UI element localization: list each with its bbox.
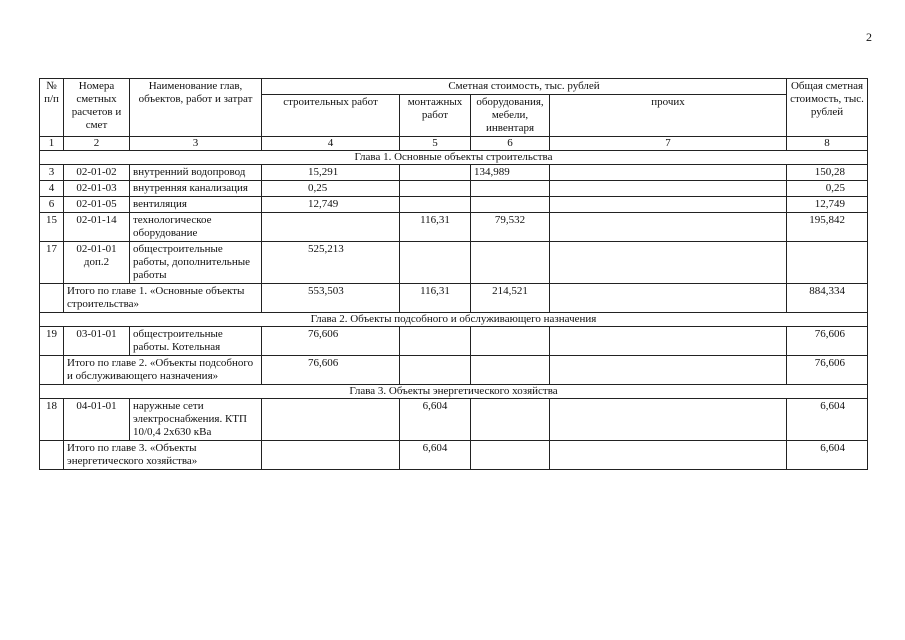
row-no: 19 xyxy=(40,327,64,356)
row-other xyxy=(550,399,787,441)
row-no: 3 xyxy=(40,165,64,181)
row-total xyxy=(787,242,868,284)
header-estimate-number: Номера сметных расчетов и смет xyxy=(64,79,130,137)
header-build: строительных работ xyxy=(262,95,400,137)
row-build: 12,749 xyxy=(262,197,400,213)
header-total: Общая сметная стоимость, тыс. рублей xyxy=(787,79,868,137)
header-cost-group: Сметная стоимость, тыс. рублей xyxy=(262,79,787,95)
total-total: 76,606 xyxy=(787,356,868,385)
row-total: 195,842 xyxy=(787,213,868,242)
row-build xyxy=(262,213,400,242)
row-equipment xyxy=(471,399,550,441)
col-number: 4 xyxy=(262,137,400,151)
table-row xyxy=(40,197,868,213)
row-other xyxy=(550,213,787,242)
estimate-table xyxy=(39,78,868,470)
total-equipment: 214,521 xyxy=(471,284,550,313)
total-name: Итого по главе 1. «Основные объекты строительства» xyxy=(64,284,262,313)
row-build: 0,25 xyxy=(262,181,400,197)
row-equipment xyxy=(471,327,550,356)
col-number: 2 xyxy=(64,137,130,151)
row-equipment xyxy=(471,197,550,213)
row-equipment xyxy=(471,242,550,284)
col-number: 7 xyxy=(550,137,787,151)
total-build: 76,606 xyxy=(262,356,400,385)
total-build xyxy=(262,441,400,470)
table-row xyxy=(40,181,868,197)
col-number: 3 xyxy=(130,137,262,151)
row-install xyxy=(400,181,471,197)
table-row xyxy=(40,213,868,242)
total-equipment xyxy=(471,441,550,470)
col-number: 8 xyxy=(787,137,868,151)
row-code: 02-01-01 доп.2 xyxy=(64,242,130,284)
table-row xyxy=(40,242,868,284)
row-name: наружные сети электроснабжения. КТП 10/0,4 2х630 кВа xyxy=(130,399,262,441)
row-other xyxy=(550,181,787,197)
row-name: общестроительные работы. Котельная xyxy=(130,327,262,356)
row-no: 4 xyxy=(40,181,64,197)
row-no: 6 xyxy=(40,197,64,213)
row-equipment: 79,532 xyxy=(471,213,550,242)
table-row xyxy=(40,165,868,181)
total-build: 553,503 xyxy=(262,284,400,313)
total-total: 884,334 xyxy=(787,284,868,313)
chapter-total-row xyxy=(40,441,868,470)
table-row xyxy=(40,399,868,441)
chapter-title: Глава 1. Основные объекты строительства xyxy=(40,151,868,165)
row-total: 150,28 xyxy=(787,165,868,181)
row-other xyxy=(550,197,787,213)
total-other xyxy=(550,284,787,313)
row-code: 02-01-14 xyxy=(64,213,130,242)
row-install: 6,604 xyxy=(400,399,471,441)
row-build: 525,213 xyxy=(262,242,400,284)
row-install xyxy=(400,197,471,213)
header-other: прочих xyxy=(550,95,787,137)
row-build: 76,606 xyxy=(262,327,400,356)
row-name: вентиляция xyxy=(130,197,262,213)
row-no: 15 xyxy=(40,213,64,242)
row-build xyxy=(262,399,400,441)
header-install: монтажных работ xyxy=(400,95,471,137)
row-equipment: 134,989 xyxy=(471,165,550,181)
row-other xyxy=(550,242,787,284)
row-other xyxy=(550,327,787,356)
col-number: 1 xyxy=(40,137,64,151)
row-no: 17 xyxy=(40,242,64,284)
header-equipment: оборудования, мебели, инвентаря xyxy=(471,95,550,137)
row-code: 02-01-02 xyxy=(64,165,130,181)
row-code: 02-01-03 xyxy=(64,181,130,197)
total-name: Итого по главе 3. «Объекты энергетического хозяйства» xyxy=(64,441,262,470)
row-code: 04-01-01 xyxy=(64,399,130,441)
row-name: технологическое оборудование xyxy=(130,213,262,242)
row-install: 116,31 xyxy=(400,213,471,242)
row-total: 6,604 xyxy=(787,399,868,441)
total-install xyxy=(400,356,471,385)
row-no: 18 xyxy=(40,399,64,441)
col-number: 6 xyxy=(471,137,550,151)
total-total: 6,604 xyxy=(787,441,868,470)
row-install xyxy=(400,165,471,181)
chapter-title: Глава 3. Объекты энергетического хозяйства xyxy=(40,385,868,399)
row-install xyxy=(400,242,471,284)
row-total: 76,606 xyxy=(787,327,868,356)
row-code: 03-01-01 xyxy=(64,327,130,356)
page-number: 2 xyxy=(866,30,872,44)
row-other xyxy=(550,165,787,181)
total-name: Итого по главе 2. «Объекты подсобного и обслуживающего назначения» xyxy=(64,356,262,385)
col-number: 5 xyxy=(400,137,471,151)
row-equipment xyxy=(471,181,550,197)
total-equipment xyxy=(471,356,550,385)
total-other xyxy=(550,356,787,385)
total-install: 116,31 xyxy=(400,284,471,313)
table-row xyxy=(40,327,868,356)
row-name: внутренний водопровод xyxy=(130,165,262,181)
header-name: Наименование глав, объектов, работ и затрат xyxy=(130,79,262,137)
chapter-total-row xyxy=(40,356,868,385)
chapter-total-row xyxy=(40,284,868,313)
row-code: 02-01-05 xyxy=(64,197,130,213)
row-build: 15,291 xyxy=(262,165,400,181)
total-install: 6,604 xyxy=(400,441,471,470)
header-no: № п/п xyxy=(40,79,64,137)
chapter-title: Глава 2. Объекты подсобного и обслуживающего назначения xyxy=(40,313,868,327)
row-name: общестроительные работы, дополнительные работы xyxy=(130,242,262,284)
total-other xyxy=(550,441,787,470)
row-name: внутренняя канализация xyxy=(130,181,262,197)
row-install xyxy=(400,327,471,356)
row-total: 0,25 xyxy=(787,181,868,197)
row-total: 12,749 xyxy=(787,197,868,213)
